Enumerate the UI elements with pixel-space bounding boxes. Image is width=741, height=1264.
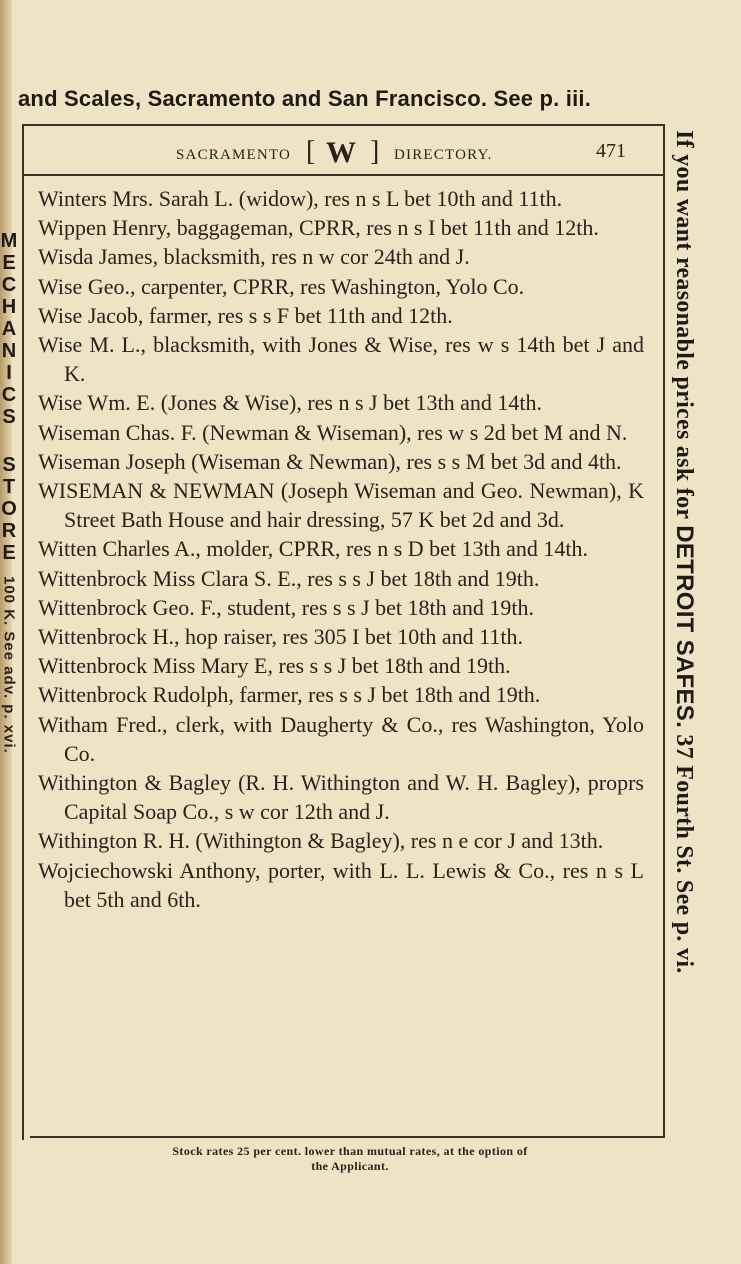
- left-margin-rotated-text: 100 K. See adv. p. xvi.: [0, 576, 18, 754]
- directory-entry: Wittenbrock Rudolph, farmer, res s s J bet 18th and 19th.: [38, 682, 541, 708]
- directory-entry: Wise Wm. E. (Jones & Wise), res n s J bet 13th and 14th.: [38, 390, 542, 416]
- left-margin-letter: C: [1, 274, 17, 296]
- directory-entry: Wise M. L., blacksmith, with Jones & Wise, res w s 14th bet J and K.: [38, 332, 644, 387]
- right-margin-advert: [664, 130, 704, 1140]
- directory-entry: Wittenbrock Geo. F., student, res s s J bet 18th and 19th.: [38, 594, 534, 620]
- page-number: 471: [596, 140, 626, 162]
- header-bracket-close: ]: [370, 136, 380, 167]
- directory-entry: Wittenbrock Miss Clara S. E., res s s J bet 18th and 19th.: [38, 565, 540, 591]
- frame-top-rule: [22, 124, 665, 126]
- directory-entry: Wojciechowski Anthony, porter, with L. L. Lewis & Co., res n s L bet 5th and 6th.: [38, 857, 644, 912]
- left-margin-letter: M: [0, 230, 18, 252]
- left-margin-letter: E: [2, 252, 16, 274]
- directory-entry: Wittenbrock Miss Mary E, res s s J bet 18th and 19th.: [38, 653, 511, 679]
- left-margin-letter: O: [1, 498, 17, 520]
- left-margin-letter: S: [2, 406, 16, 428]
- directory-entry: Wise Jacob, farmer, res s s F bet 11th and 12th.: [38, 302, 453, 328]
- left-margin-letter: T: [2, 476, 16, 498]
- left-margin-advert: [0, 230, 20, 1035]
- directory-entry: Wiseman Chas. F. (Newman & Wiseman), res w s 2d bet M and N.: [38, 419, 628, 445]
- right-advert-prefix: If you want reasonable prices ask for: [671, 130, 697, 526]
- directory-entry: Withington R. H. (Withington & Bagley), res n e cor J and 13th.: [38, 828, 604, 854]
- right-advert-brand: DETROIT SAFES.: [671, 525, 698, 729]
- directory-entry: Wiseman Joseph (Wiseman & Newman), res s s M bet 3d and 4th.: [38, 448, 622, 474]
- left-margin-letter: R: [1, 520, 17, 542]
- footer-line-2: the Applicant.: [311, 1159, 389, 1173]
- frame-bottom-rule: [30, 1136, 665, 1138]
- directory-entry: Witten Charles A., molder, CPRR, res n s D bet 13th and 14th.: [38, 536, 589, 562]
- directory-entry: WISEMAN & NEWMAN (Joseph Wiseman and Geo. Newman), K Street Bath House and hair dressing, 57 K bet 2d and 3d.: [38, 478, 644, 533]
- frame-left-rule: [22, 124, 24, 1140]
- directory-entries: [38, 184, 644, 914]
- directory-entry: Wise Geo., carpenter, CPRR, res Washington, Yolo Co.: [38, 273, 525, 299]
- header-city: SACRAMENTO: [176, 147, 292, 163]
- header-bracket-open: [: [306, 136, 316, 167]
- top-advert-banner: and Scales, Sacramento and San Francisco. See p. iii.: [18, 86, 592, 111]
- header-directory-label: DIRECTORY.: [394, 147, 493, 163]
- directory-entry: Wisda James, blacksmith, res n w cor 24th and J.: [38, 244, 470, 270]
- left-margin-letter: E: [2, 542, 16, 564]
- left-margin-stacked-text: [1, 230, 18, 564]
- left-margin-letter: H: [1, 296, 17, 318]
- directory-entry: Withington & Bagley (R. H. Withington and W. H. Bagley), proprs Capital Soap Co., s w cor 12th and J.: [38, 770, 644, 825]
- directory-entry: Winters Mrs. Sarah L. (widow), res n s L bet 10th and 11th.: [38, 186, 563, 211]
- directory-entry: Wippen Henry, baggageman, CPRR, res n s I bet 11th and 12th.: [38, 215, 599, 241]
- page-header: [24, 134, 663, 170]
- header-section-letter: W: [326, 136, 356, 169]
- footer-line-1: Stock rates 25 per cent. lower than mutual rates, at the option of: [172, 1144, 528, 1158]
- left-margin-letter: S: [2, 454, 16, 476]
- right-advert-suffix: 37 Fourth St. See p. vi.: [671, 728, 697, 974]
- directory-entry: Wittenbrock H., hop raiser, res 305 I bet 10th and 11th.: [38, 624, 523, 650]
- header-rule: [24, 174, 663, 176]
- left-margin-letter: C: [1, 384, 17, 406]
- left-margin-letter: I: [6, 362, 12, 384]
- left-margin-letter: N: [1, 340, 17, 362]
- footer-advert: [60, 1144, 640, 1174]
- directory-entry: Witham Fred., clerk, with Daugherty & Co., res Washington, Yolo Co.: [38, 711, 644, 766]
- left-margin-letter: A: [1, 318, 17, 340]
